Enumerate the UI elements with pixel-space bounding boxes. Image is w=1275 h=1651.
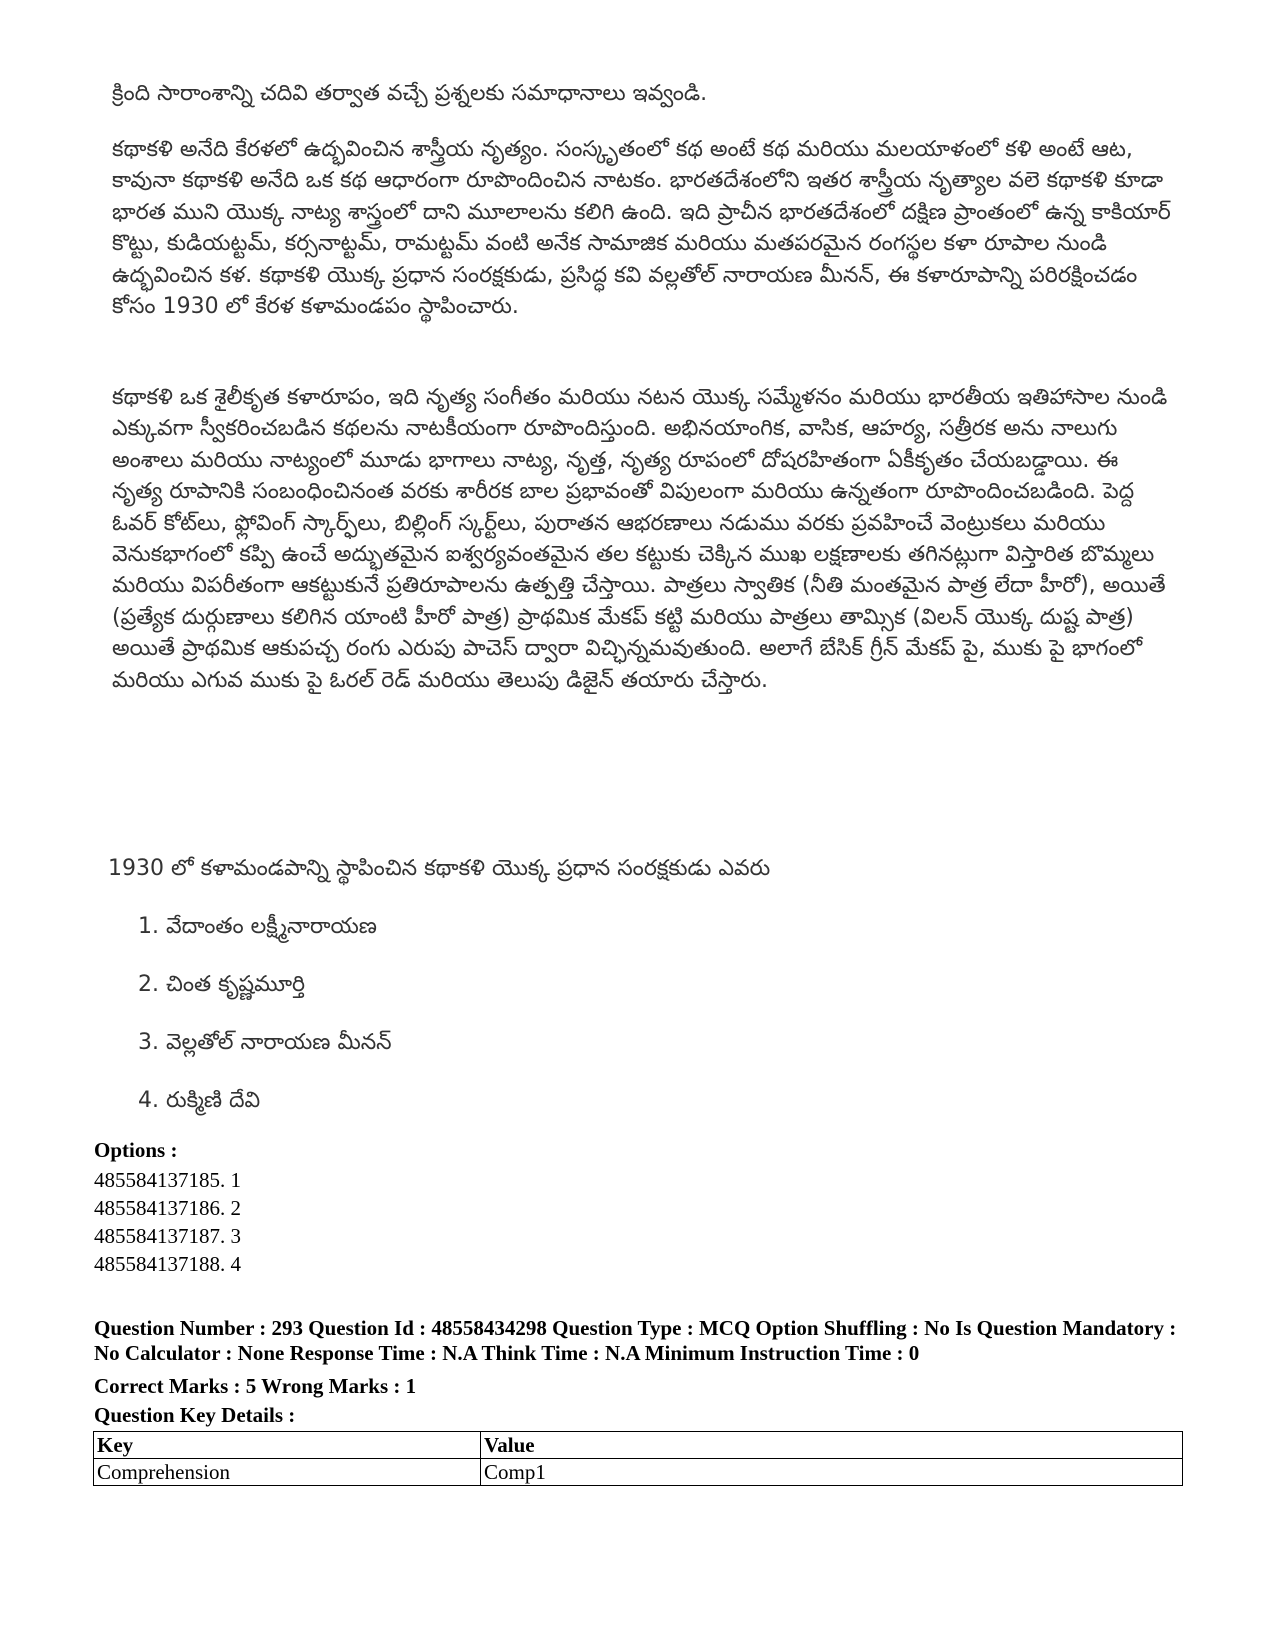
question-metadata: Question Number : 293 Question Id : 48558434298 Question Type : MCQ Option Shuffling : No Is Question Mandatory : No Calculator : None Response Time : N.A Think Time : N.A Minimum Instruction Time : 0 xyxy=(94,1316,1177,1365)
table-header-value: Value xyxy=(481,1432,1183,1459)
option-item: 485584137186. 2 xyxy=(94,1196,241,1220)
table-cell-value: Comp1 xyxy=(481,1459,1183,1486)
option-item: 485584137187. 3 xyxy=(94,1224,241,1248)
key-details-heading: Question Key Details : xyxy=(94,1403,296,1427)
question-text: 1930 లో కళామండపాన్ని స్థాపించిన కథాకళి యొక్క ప్రధాన సంరక్షకుడు ఎవరు xyxy=(108,856,771,881)
instruction-text: క్రింది సారాంశాన్ని చదివి తర్వాత వచ్చే ప్రశ్నలకు సమాధానాలు ఇవ్వండి. xyxy=(112,81,708,106)
passage-paragraph-2: కథాకళి ఒక శైలీకృత కళారూపం, ఇది నృత్య సంగీతం మరియు నటన యొక్క సమ్మేళనం మరియు భారతీయ ఇతిహాసాల నుండి ఎక్కువగా స్వీకరించబడిన కథలను నాటకీయంగా రూపొందిస్తుంది. అభినయాంగిక, వాసిక, ఆహర్య, సత్రీరక అను నాలుగు అంశాలు మరియు నాట్యంలో మూడు భాగాలు నాట్య, నృత్త, నృత్య రూపంలో దోషరహితంగా ఏకీకృతం చేయబడ్డాయి. ఈ నృత్య రూపానికి సంబంధించినంత వరకు శారీరక బాల ప్రభావంతో విపులంగా మరియు ఉన్నతంగా రూపొందించబడింది. పెద్ద ఓవర్ కోట్‌లు, ఫ్లోవింగ్ స్కార్ఫ్‌లు, బిల్లింగ్ స్కర్ట్‌లు, పురాతన ఆభరణాలు నడుము వరకు ప్రవహించే వెంట్రుకలు మరియు వెనుకభాగంలో కప్పి ఉంచే అద్భుతమైన ఐశ్వర్యవంతమైన తల కట్టుకు చెక్కిన ముఖ లక్షణాలకు తగినట్లుగా విస్తారిత బొమ్మలు మరియు విపరీతంగా ఆకట్టుకునే ప్రతిరూపాలను ఉత్పత్తి చేస్తాయి. పాత్రలు స్వాతిక (నీతి మంతమైన పాత్ర లేదా హీరో), అయితే (ప్రత్యేక దుర్గుణాలు కలిగిన యాంటి హీరో పాత్ర) ప్రాథమిక మేకప్ కట్టి మరియు పాత్రలు తామ్సిక (విలన్ యొక్క దుష్ట పాత్ర) అయితే ప్రాథమిక ఆకుపచ్చ రంగు ఎరుపు పాచెస్ ద్వారా విచ్ఛిన్నమవుతుంది. అలాగే బేసిక్ గ్రీన్ మేకప్ పై, ముకు పై భాగంలో మరియు ఎగువ ముకు పై ఓరల్ రెడ్ మరియు తెలుపు డిజైన్ తయారు చేస్తారు. xyxy=(112,385,1168,693)
options-list xyxy=(94,1166,241,1278)
answer-choice: 3. వెల్లతోల్ నారాయణ మీనన్ xyxy=(138,1030,392,1055)
answer-choice: 1. వేదాంతం లక్ష్మీనారాయణ xyxy=(138,914,377,939)
key-details-table xyxy=(93,1431,1183,1486)
table-header-key: Key xyxy=(94,1432,481,1459)
answer-choice: 2. చింత కృష్ణమూర్తి xyxy=(138,972,306,997)
answer-choices xyxy=(138,910,392,1142)
passage-paragraph-1: కథాకళి అనేది కేరళలో ఉద్భవించిన శాస్త్రీయ నృత్యం. సంస్కృతంలో కథ అంటే కథ మరియు మలయాళంలో కళి అంటే ఆట, కావునా కథాకళి అనేది ఒక కథ ఆధారంగా రూపొందించిన నాటకం. భారతదేశంలోని ఇతర శాస్త్రీయ నృత్యాల వలె కథాకళి కూడా భారత ముని యొక్క నాట్య శాస్త్రంలో దాని మూలాలను కలిగి ఉంది. ఇది ప్రాచీన భారతదేశంలో దక్షిణ ప్రాంతంలో ఉన్న కాకియార్ కొట్టు, కుడియట్టమ్, కర్సనాట్టమ్, రామట్టమ్ వంటి అనేక సామాజిక మరియు మతపరమైన రంగస్థల కళా రూపాల నుండి ఉద్భవించిన కళ. కథాకళి యొక్క ప్రధాన సంరక్షకుడు, ప్రసిద్ధ కవి వల్లతోల్ నారాయణ మీనన్, ఈ కళారూపాన్ని పరిరక్షించడం కోసం 1930 లో కేరళ కళామండపం స్థాపించారు. xyxy=(112,137,1171,320)
marks-info: Correct Marks : 5 Wrong Marks : 1 xyxy=(94,1374,417,1398)
option-item: 485584137185. 1 xyxy=(94,1168,241,1192)
answer-choice: 4. రుక్మిణి దేవి xyxy=(138,1088,261,1113)
options-label: Options : xyxy=(94,1138,178,1162)
option-item: 485584137188. 4 xyxy=(94,1252,241,1276)
table-header-row xyxy=(94,1432,1183,1459)
table-cell-key: Comprehension xyxy=(94,1459,481,1486)
table-row xyxy=(94,1459,1183,1486)
